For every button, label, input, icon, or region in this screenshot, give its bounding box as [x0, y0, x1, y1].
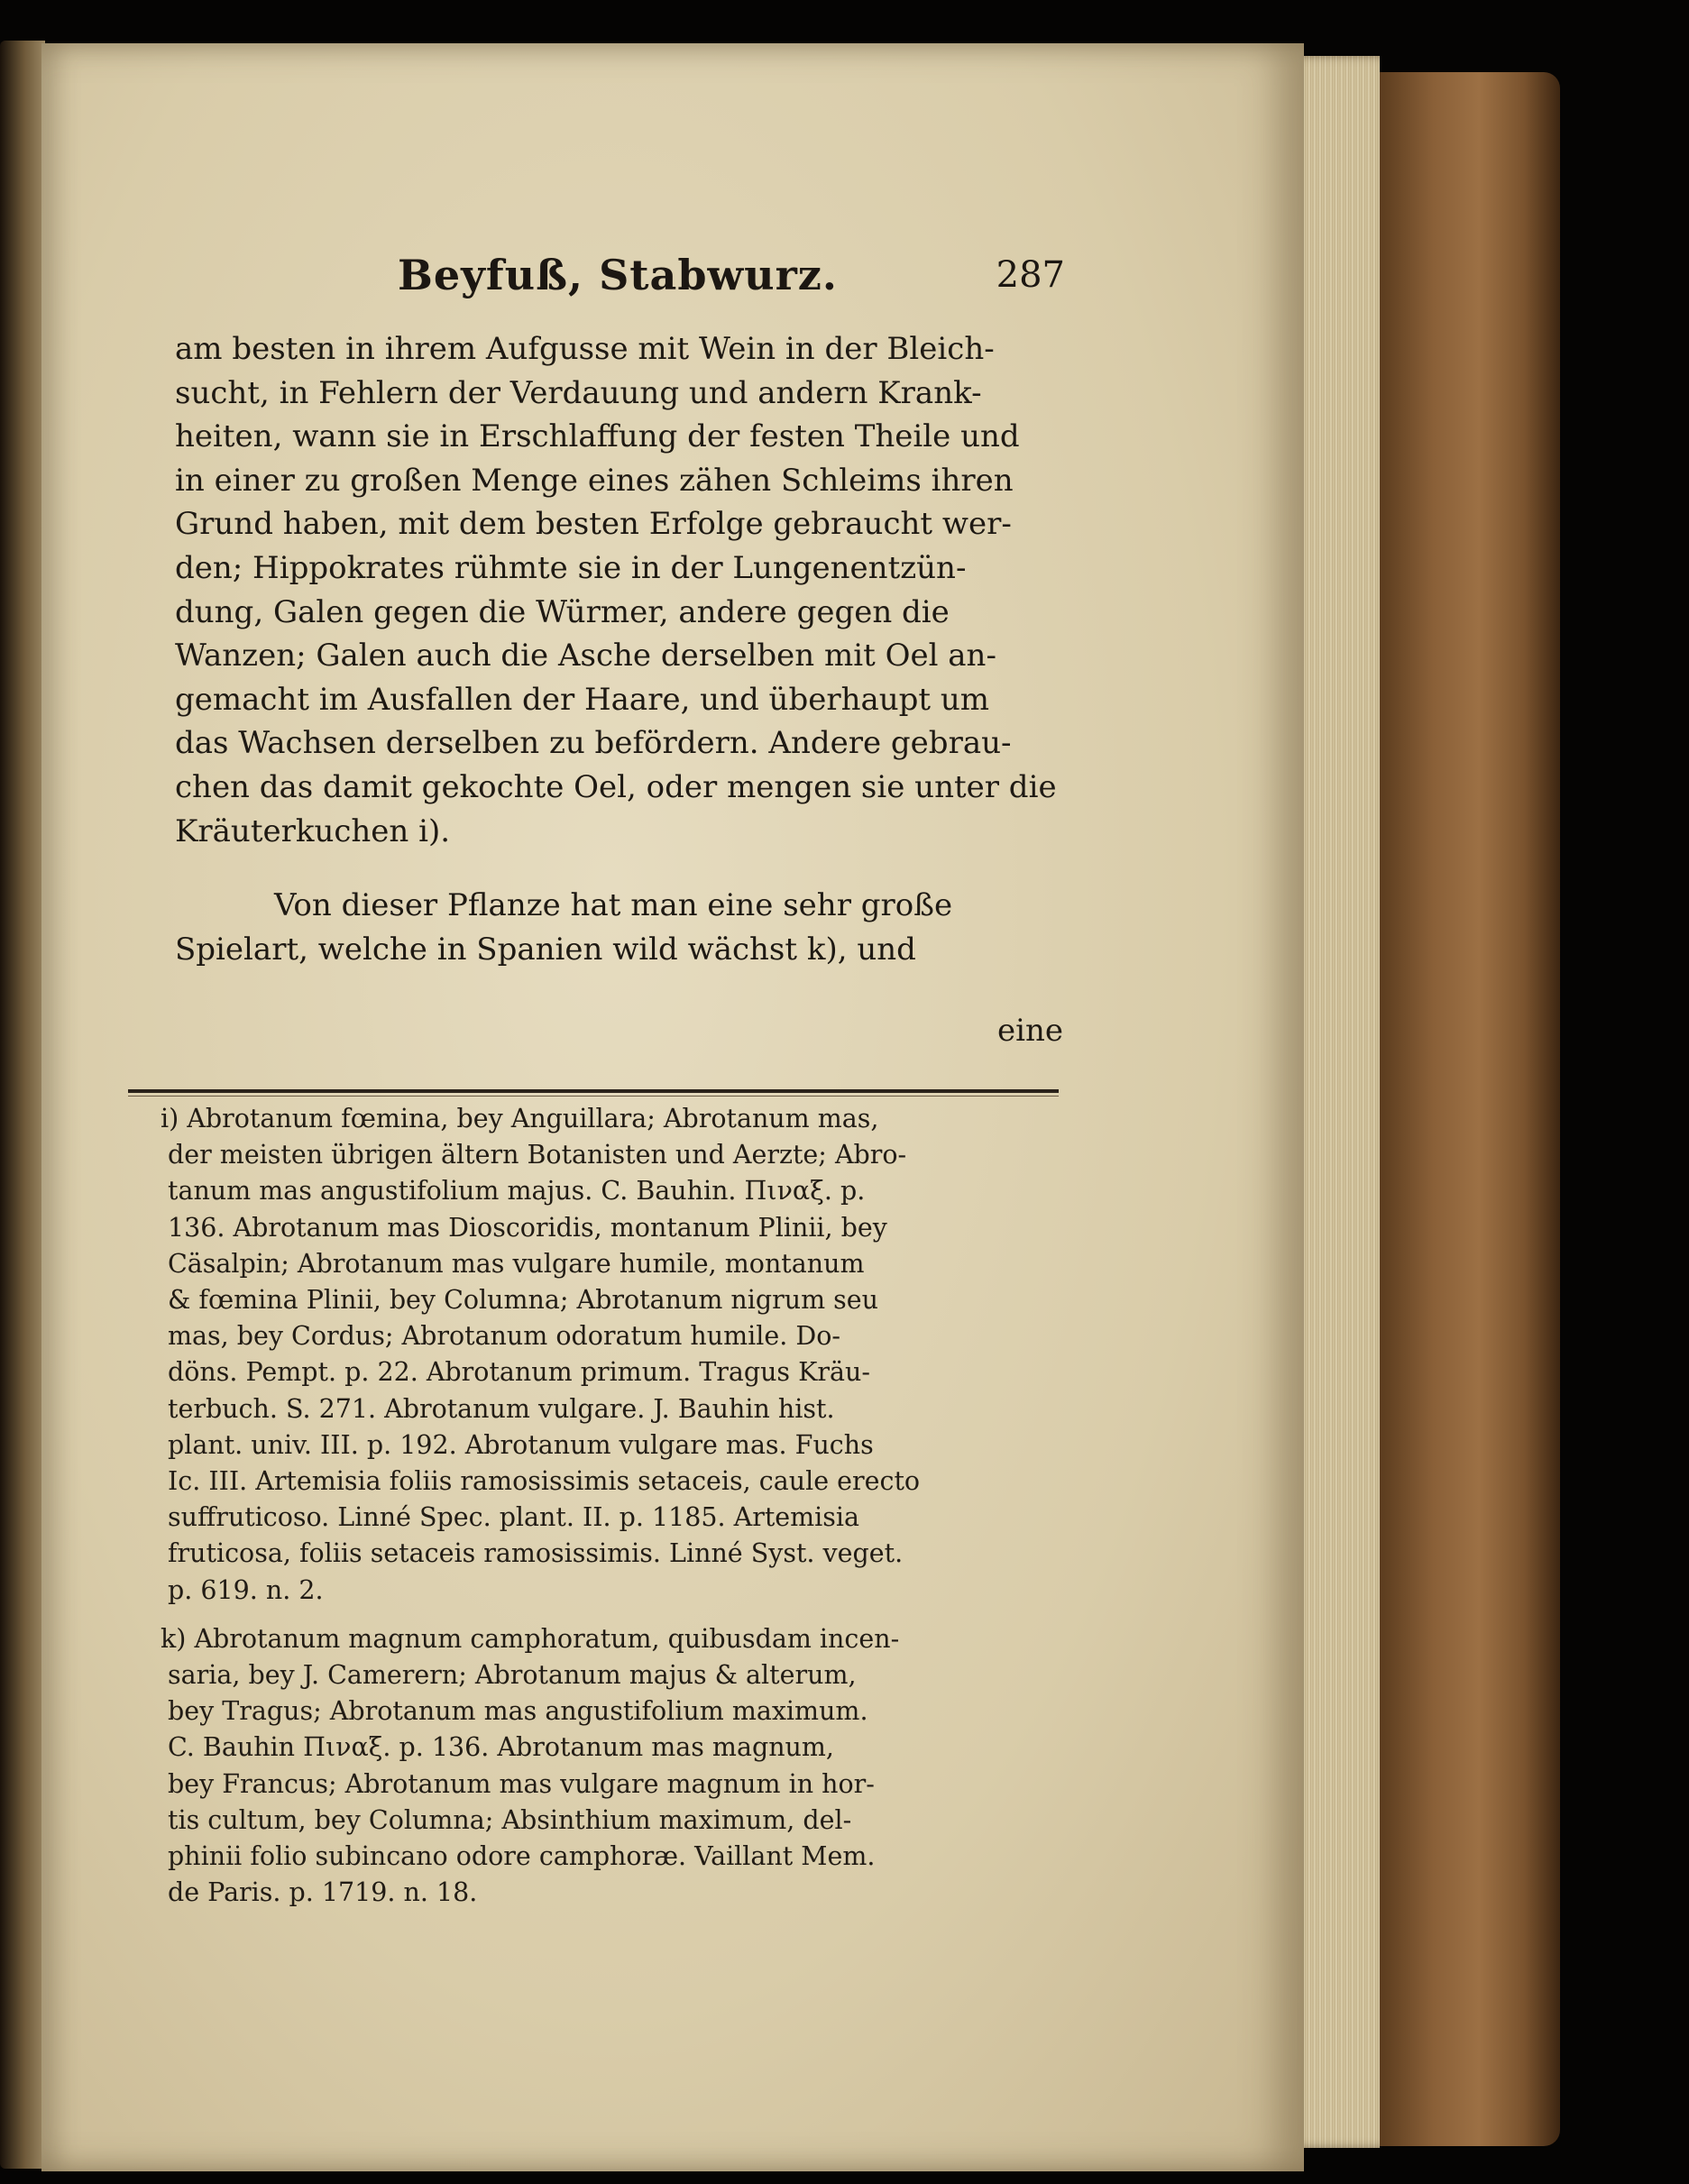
- text-line: dung, Galen gegen die Würmer, andere gegen die: [175, 593, 950, 630]
- footnote-line: tis cultum, bey Columna; Absinthium maximum, del-: [168, 1804, 852, 1835]
- footnote-rule-thin: [128, 1096, 1059, 1097]
- footnote-line: k) Abrotanum magnum camphoratum, quibusdam incen-: [161, 1623, 900, 1654]
- book-page: [41, 43, 1304, 2171]
- book-cover-edge: [1380, 72, 1560, 2146]
- footnote-line: i) Abrotanum fœmina, bey Anguillara; Abrotanum mas,: [161, 1104, 879, 1133]
- footnotes: [161, 1101, 1069, 1911]
- footnote-line: suffruticoso. Linné Spec. plant. II. p. 1185. Artemisia: [168, 1502, 860, 1533]
- text-line: den; Hippokrates rühmte sie in der Lungenentzün-: [175, 549, 967, 586]
- text-line: heiten, wann sie in Erschlaffung der festen Theile und: [175, 418, 1020, 455]
- running-title: Beyfuß, Stabwurz.: [398, 251, 838, 299]
- paragraph-gap: [175, 853, 1063, 884]
- text-line: Wanzen; Galen auch die Asche derselben mit Oel an-: [175, 638, 996, 674]
- footnote-line: tanum mas angustifolium majus. C. Bauhin. Πιναξ. p.: [168, 1176, 866, 1207]
- footnote-rule: [128, 1089, 1059, 1093]
- footnote-line: mas, bey Cordus; Abrotanum odoratum humile. Do-: [168, 1321, 841, 1352]
- text-line: Kräuterkuchen i).: [175, 812, 451, 849]
- text-line: sucht, in Fehlern der Verdauung und andern Krank-: [175, 374, 982, 411]
- catchword: eine: [997, 1013, 1064, 1049]
- text-line: chen das damit gekochte Oel, oder mengen sie unter die: [175, 768, 1057, 805]
- footnote-line: & fœmina Plinii, bey Columna; Abrotanum nigrum seu: [168, 1285, 879, 1316]
- footnote-k: [161, 1621, 1069, 1912]
- footnote-line: bey Francus; Abrotanum mas vulgare magnum in hor-: [168, 1768, 875, 1799]
- footnote-line: phinii folio subincano odore camphoræ. Vaillant Mem.: [168, 1841, 876, 1872]
- text-line: das Wachsen derselben zu befördern. Andere gebrau-: [175, 725, 1012, 762]
- book-left-edge: [0, 41, 45, 2169]
- footnote-line: döns. Pempt. p. 22. Abrotanum primum. Tragus Kräu-: [168, 1357, 871, 1388]
- footnote-line: terbuch. S. 271. Abrotanum vulgare. J. Bauhin hist.: [168, 1393, 835, 1424]
- footnote-gap: [168, 1609, 1069, 1621]
- footnote-line: der meisten übrigen ältern Botanisten und Aerzte; Abro-: [168, 1140, 907, 1170]
- footnote-line: plant. univ. III. p. 192. Abrotanum vulgare mas. Fuchs: [168, 1429, 874, 1460]
- footnote-line: de Paris. p. 1719. n. 18.: [168, 1877, 478, 1908]
- footnote-line: bey Tragus; Abrotanum mas angustifolium maximum.: [168, 1696, 868, 1727]
- text-line: Von dieser Pflanze hat man eine sehr große: [274, 887, 953, 924]
- text-line: in einer zu großen Menge eines zähen Schleims ihren: [175, 462, 1014, 499]
- footnote-line: saria, bey J. Camerern; Abrotanum majus & alterum,: [168, 1660, 857, 1691]
- footnote-line: fruticosa, foliis setaceis ramosissimis. Linné Syst. veget.: [168, 1538, 904, 1569]
- page-header: [398, 251, 1083, 314]
- main-text: [175, 327, 1063, 971]
- footnote-i: [161, 1101, 1069, 1609]
- page-number: 287: [996, 254, 1065, 296]
- text-line: Grund haben, mit dem besten Erfolge gebraucht wer-: [175, 506, 1012, 543]
- text-line: Spielart, welche in Spanien wild wächst k), und: [175, 931, 916, 968]
- footnote-line: p. 619. n. 2.: [168, 1574, 324, 1605]
- text-line: gemacht im Ausfallen der Haare, und überhaupt um: [175, 681, 990, 718]
- footnote-line: 136. Abrotanum mas Dioscoridis, montanum Plinii, bey: [168, 1212, 887, 1243]
- footnote-line: Ic. III. Artemisia foliis ramosissimis setaceis, caule erecto: [168, 1466, 921, 1497]
- footnote-line: Cäsalpin; Abrotanum mas vulgare humile, montanum: [168, 1248, 865, 1279]
- text-line: am besten in ihrem Aufgusse mit Wein in der Bleich-: [175, 331, 995, 367]
- footnote-line: C. Bauhin Πιναξ. p. 136. Abrotanum mas magnum,: [168, 1732, 834, 1763]
